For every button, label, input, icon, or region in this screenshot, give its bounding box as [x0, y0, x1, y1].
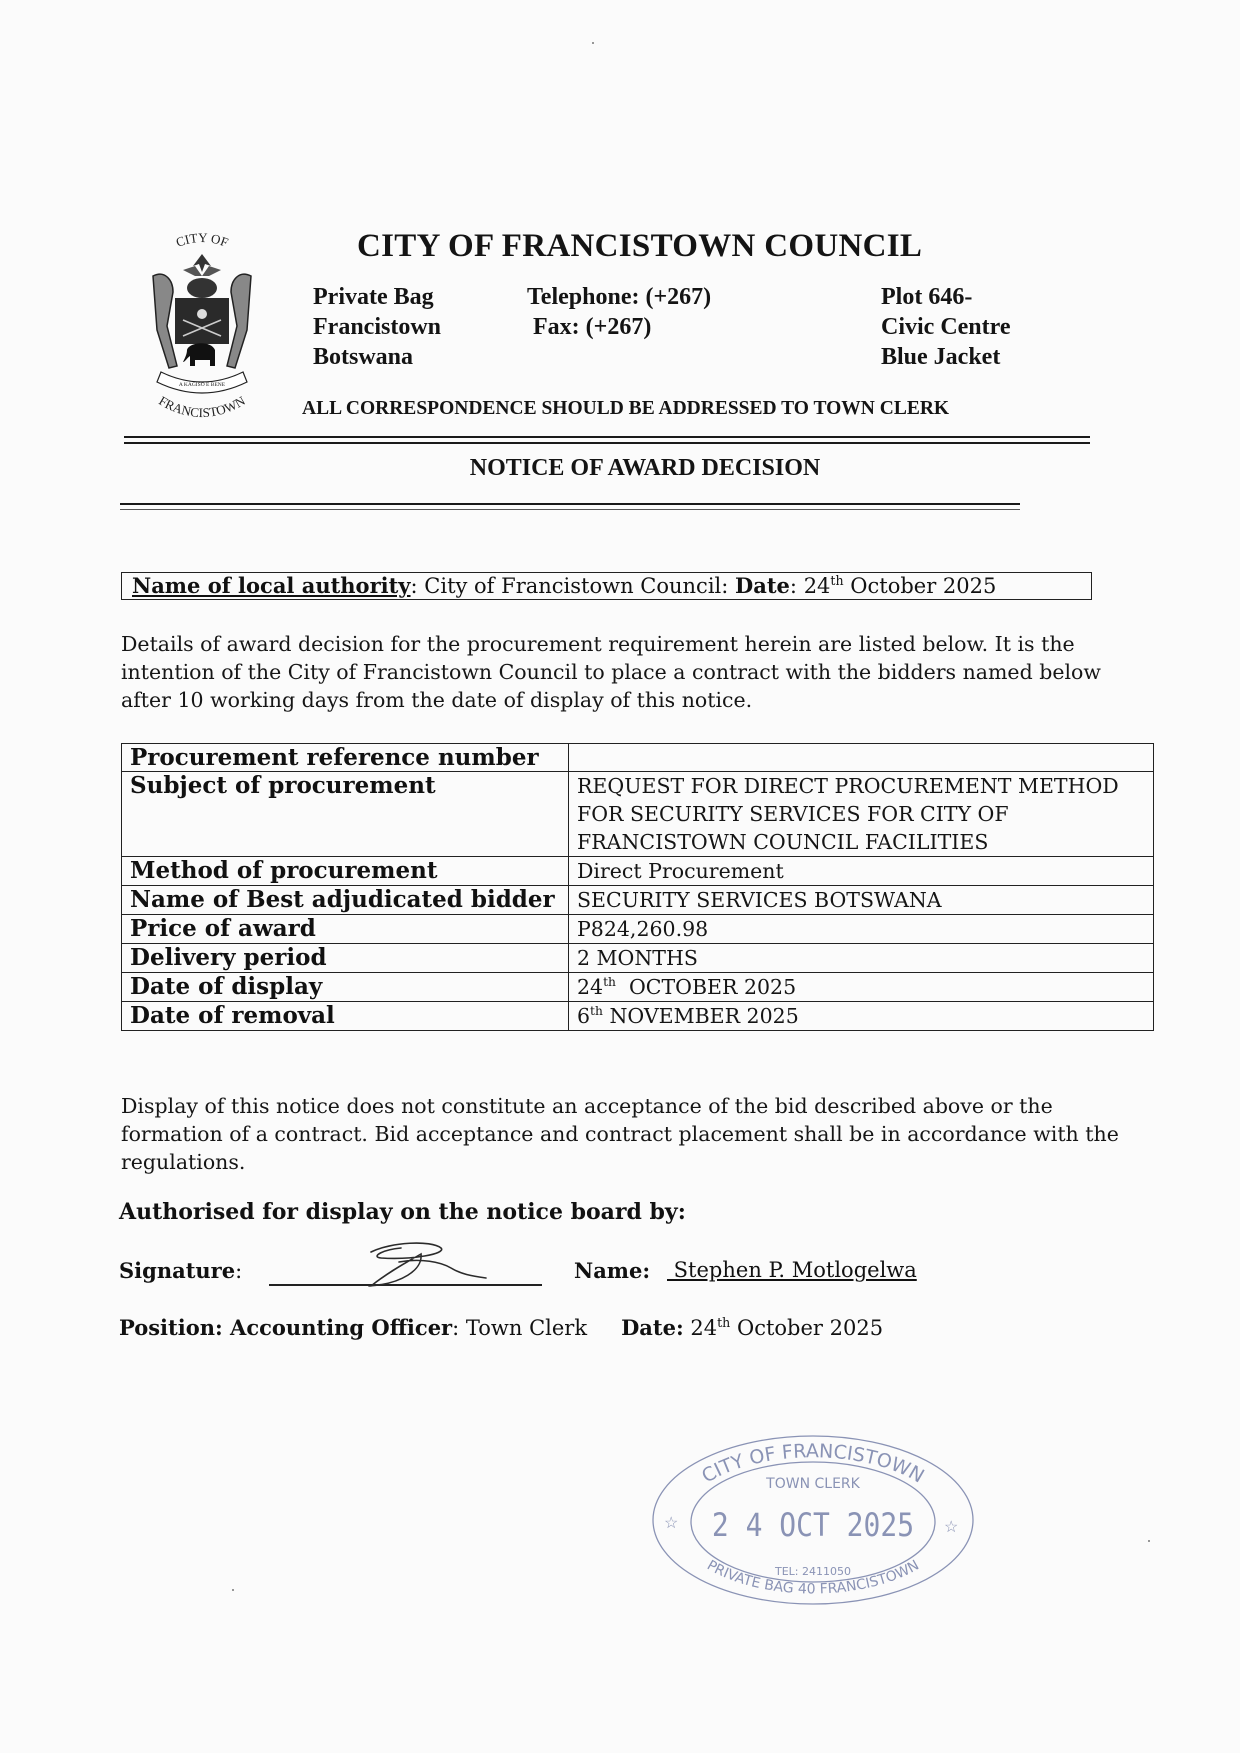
delivery-value: 2 MONTHS [569, 944, 1154, 973]
local-authority-box: Name of local authority: City of Francistown Council: Date: 24th October 2025 [121, 572, 1092, 600]
signature-date-label: Date: [621, 1315, 684, 1340]
scan-speck [1148, 1540, 1150, 1542]
council-title: CITY OF FRANCISTOWN COUNCIL [357, 228, 923, 264]
address-line: Plot 646- [881, 284, 973, 310]
intro-paragraph: Details of award decision for the procurement requirement herein are listed below. It is the intention of the City of Francistown Council to place a contract with the bidders named below after 10 working days from the date of display of this notice. [121, 632, 1101, 712]
postal-address [313, 282, 441, 372]
signature-date: 24th October 2025 [690, 1315, 884, 1340]
disclaimer-paragraph: Display of this notice does not constitute an acceptance of the bid described above or the formation of a contract. Bid acceptance and contract placement shall be in accordance with the regulations. [121, 1094, 1119, 1174]
row-label: Subject of procurement [122, 772, 569, 857]
position-row: Position: Accounting Officer: Town Clerk Date: 24th October 2025 [119, 1315, 884, 1340]
telephone-line: Telephone: (+267) [527, 284, 712, 310]
title-divider-bottom [120, 509, 1020, 510]
crest-bottom-text: FRANCISTOWN [156, 392, 248, 421]
signatory-name: Stephen P. Motlogelwa [667, 1258, 917, 1282]
town-clerk-date-stamp [648, 1428, 978, 1610]
table-row [122, 857, 1154, 886]
row-label: Name of Best adjudicated bidder [122, 886, 569, 915]
position-label: Position: Accounting Officer [119, 1315, 453, 1340]
title-divider-top [120, 503, 1020, 505]
address-line: Botswana [313, 344, 414, 370]
table-row [122, 944, 1154, 973]
price-value: P824,260.98 [569, 915, 1154, 944]
subject-value: REQUEST FOR DIRECT PROCUREMENT METHOD FOR SECURITY SERVICES FOR CITY OF FRANCISTOWN COUNCIL FACILITIES [569, 772, 1154, 857]
contact-numbers [527, 282, 711, 342]
correspondence-note: ALL CORRESPONDENCE SHOULD BE ADDRESSED TO TOWN CLERK [302, 398, 950, 419]
authority-value: City of Francistown Council: [424, 574, 729, 598]
address-line: Blue Jacket [881, 344, 1001, 370]
scan-speck [592, 42, 594, 44]
authorisation-heading: Authorised for display on the notice board by: [119, 1199, 686, 1225]
display-date-value: 24th OCTOBER 2025 [569, 973, 1154, 1002]
bidder-value: SECURITY SERVICES BOTSWANA [569, 886, 1154, 915]
signature-label: Signature: [119, 1258, 243, 1283]
star-icon: ☆ [664, 1513, 679, 1532]
stamp-bottom-arc: PRIVATE BAG 40 FRANCISTOWN [704, 1557, 922, 1598]
position-value: Town Clerk [465, 1316, 588, 1340]
header-divider-bottom [124, 442, 1090, 444]
city-crest-logo [143, 226, 261, 426]
crest-motto: A KAGISO E BENE [178, 382, 226, 388]
table-row [122, 973, 1154, 1002]
row-label: Price of award [122, 915, 569, 944]
row-label: Method of procurement [122, 857, 569, 886]
row-label: Procurement reference number [122, 744, 569, 772]
table-row [122, 886, 1154, 915]
row-label: Date of removal [122, 1002, 569, 1031]
star-icon: ☆ [944, 1517, 959, 1536]
table-row [122, 772, 1154, 857]
table-row [122, 744, 1154, 772]
table-row [122, 915, 1154, 944]
stamp-date: 2 4 OCT 2025 [711, 1507, 915, 1545]
crest-top-text: CITY OF [173, 229, 231, 250]
award-details-table [121, 743, 1154, 1031]
authority-date: 24th October 2025 [803, 573, 997, 598]
stamp-office: TOWN CLERK [766, 1476, 860, 1492]
physical-address [881, 282, 1011, 372]
row-label: Delivery period [122, 944, 569, 973]
address-line: Private Bag [313, 284, 434, 310]
stamp-tel: TEL: 2411050 [775, 1565, 851, 1578]
address-line: Francistown [313, 314, 441, 340]
scan-speck [232, 1589, 234, 1591]
signature-row [119, 1258, 1019, 1298]
handwritten-signature [351, 1240, 491, 1290]
table-row [122, 1002, 1154, 1031]
procurement-reference-value [569, 744, 1154, 772]
address-line: Civic Centre [881, 314, 1011, 340]
notice-title: NOTICE OF AWARD DECISION [469, 455, 821, 481]
method-value: Direct Procurement [569, 857, 1154, 886]
fax-line: Fax: (+267) [527, 314, 652, 340]
name-label: Name: [574, 1258, 651, 1283]
stamp-top-arc: CITY OF FRANCISTOWN [698, 1440, 928, 1488]
header-divider-top [124, 436, 1090, 438]
row-label: Date of display [122, 973, 569, 1002]
authority-label: Name of local authority [132, 573, 411, 598]
authority-date-label: Date [735, 573, 790, 598]
removal-date-value: 6th NOVEMBER 2025 [569, 1002, 1154, 1031]
